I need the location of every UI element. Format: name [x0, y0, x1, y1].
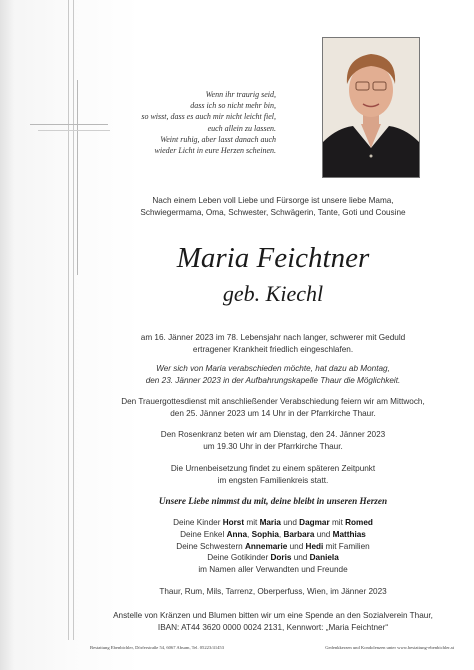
donation-line: IBAN: AT44 3620 0000 0024 2131, Kennwort: „Maria Feichtner“: [157, 622, 389, 632]
intro-line: Nach einem Leben voll Liebe und Fürsorge ist unsere liebe Mama,: [152, 196, 394, 205]
family-line: [96, 541, 450, 553]
family-line: [96, 517, 450, 529]
family-name: Dagmar: [299, 518, 330, 527]
family-name: Maria: [259, 518, 281, 527]
family-text: mit Familien: [323, 541, 370, 551]
funeral-home-address: Bestattung Ebenbichler, Dörferstraße 54, 6067 Absam, Tel. 05223/41453: [90, 645, 225, 650]
maiden-name: geb. Kiechl: [222, 281, 324, 306]
funeral-line: Den Trauergottesdienst mit anschließender Verabschiedung feiern wir am Mittwoch,: [121, 397, 425, 406]
poem: [126, 89, 276, 156]
death-notice: [96, 332, 450, 356]
rosary-line: Den Rosenkranz beten wir am Dienstag, den 24. Jänner 2023: [160, 430, 386, 439]
death-notice-line: am 16. Jänner 2023 im 78. Lebensjahr nach langer, schwerer mit Geduld: [140, 333, 406, 342]
places-date: Thaur, Rum, Mils, Tarrenz, Oberperfuss, Wien, im Jänner 2023: [159, 587, 387, 596]
poem-line: Weint ruhig, aber lasst danach auch: [160, 134, 276, 144]
donation-request: [96, 610, 450, 634]
family-name: Doris: [270, 553, 292, 563]
rosary-info: [96, 429, 450, 453]
portrait-illustration: [323, 38, 419, 177]
cross-horizontal-beam: [30, 124, 108, 125]
family-text: Deine Enkel: [180, 529, 227, 539]
poem-line: wieder Licht in eure Herzen scheinen.: [154, 146, 276, 156]
motto: Unsere Liebe nimmst du mit, deine bleibt in unseren Herzen: [158, 496, 388, 506]
family-name: Anna: [226, 529, 248, 539]
family-name: Hedi: [305, 541, 324, 551]
family-list: [96, 517, 450, 576]
portrait-photo: [322, 37, 420, 178]
poem-line: dass ich so nicht mehr bin,: [190, 101, 276, 111]
edge-shade: [0, 0, 14, 670]
death-notice-line: ertragener Krankheit friedlich eingeschlafen.: [192, 344, 354, 354]
family-text: Deine Kinder: [173, 518, 223, 527]
urn-line: Die Urnenbeisetzung findet zu einem späteren Zeitpunkt: [170, 464, 376, 473]
family-text: und: [287, 541, 306, 551]
vertical-rule: [68, 0, 69, 640]
family-line: [96, 564, 450, 576]
cross-vertical-beam: [77, 80, 78, 275]
donation-line: Anstelle von Kränzen und Blumen bitten wir um eine Spende an den Sozialverein Thaur,: [113, 611, 433, 620]
family-text: und: [280, 518, 300, 527]
family-text: ,: [247, 529, 252, 539]
family-text: mit: [329, 518, 346, 527]
vertical-rule: [73, 0, 74, 640]
family-text: mit: [244, 518, 260, 527]
funeral-service-info: [96, 396, 450, 420]
cross-horizontal-beam-shadow: [38, 130, 110, 131]
intro-text: [100, 195, 446, 219]
condolence-link[interactable]: Gedenkkerzen und Kondolenzen unter www.bestattung-ebenbichler.at: [325, 645, 454, 650]
family-line: [96, 552, 450, 564]
funeral-line: den 25. Jänner 2023 um 14 Uhr in der Pfarrkirche Thaur.: [170, 408, 376, 418]
deceased-name: Maria Feichtner: [176, 242, 370, 274]
family-text: ,: [278, 529, 284, 539]
family-line: [96, 529, 450, 541]
footer: [90, 645, 454, 651]
family-name: Annemarie: [245, 541, 288, 551]
family-text: und: [314, 529, 333, 539]
intro-line: Schwiegermama, Oma, Schwester, Schwägerin, Tante, Goti und Cousine: [140, 208, 406, 217]
farewell-line: den 23. Jänner 2023 in der Aufbahrungskapelle Thaur die Möglichkeit.: [145, 375, 401, 385]
urn-burial-info: [96, 463, 450, 487]
poem-line: so wisst, dass es auch mir nicht leicht fiel,: [141, 112, 276, 122]
urn-line: im engsten Familienkreis statt.: [217, 475, 329, 485]
family-name: Matthias: [332, 529, 366, 539]
farewell-info: [96, 363, 450, 387]
family-text: und: [291, 553, 310, 563]
family-name: Daniela: [309, 553, 339, 563]
poem-line: euch allein zu lassen.: [207, 123, 276, 133]
family-text: Deine Schwestern: [176, 541, 245, 551]
rosary-line: um 19.30 Uhr in der Pfarrkirche Thaur.: [203, 441, 343, 451]
family-name: Romed: [345, 518, 373, 527]
farewell-line: Wer sich von Maria verabschieden möchte, hat dazu ab Montag,: [156, 364, 390, 373]
family-text: Deine Gotikinder: [207, 553, 271, 563]
family-text: im Namen aller Verwandten und Freunde: [198, 565, 348, 575]
family-name: Horst: [222, 518, 245, 527]
poem-line: Wenn ihr traurig seid,: [205, 90, 276, 99]
family-name: Sophia: [251, 529, 279, 539]
family-name: Barbara: [283, 529, 315, 539]
